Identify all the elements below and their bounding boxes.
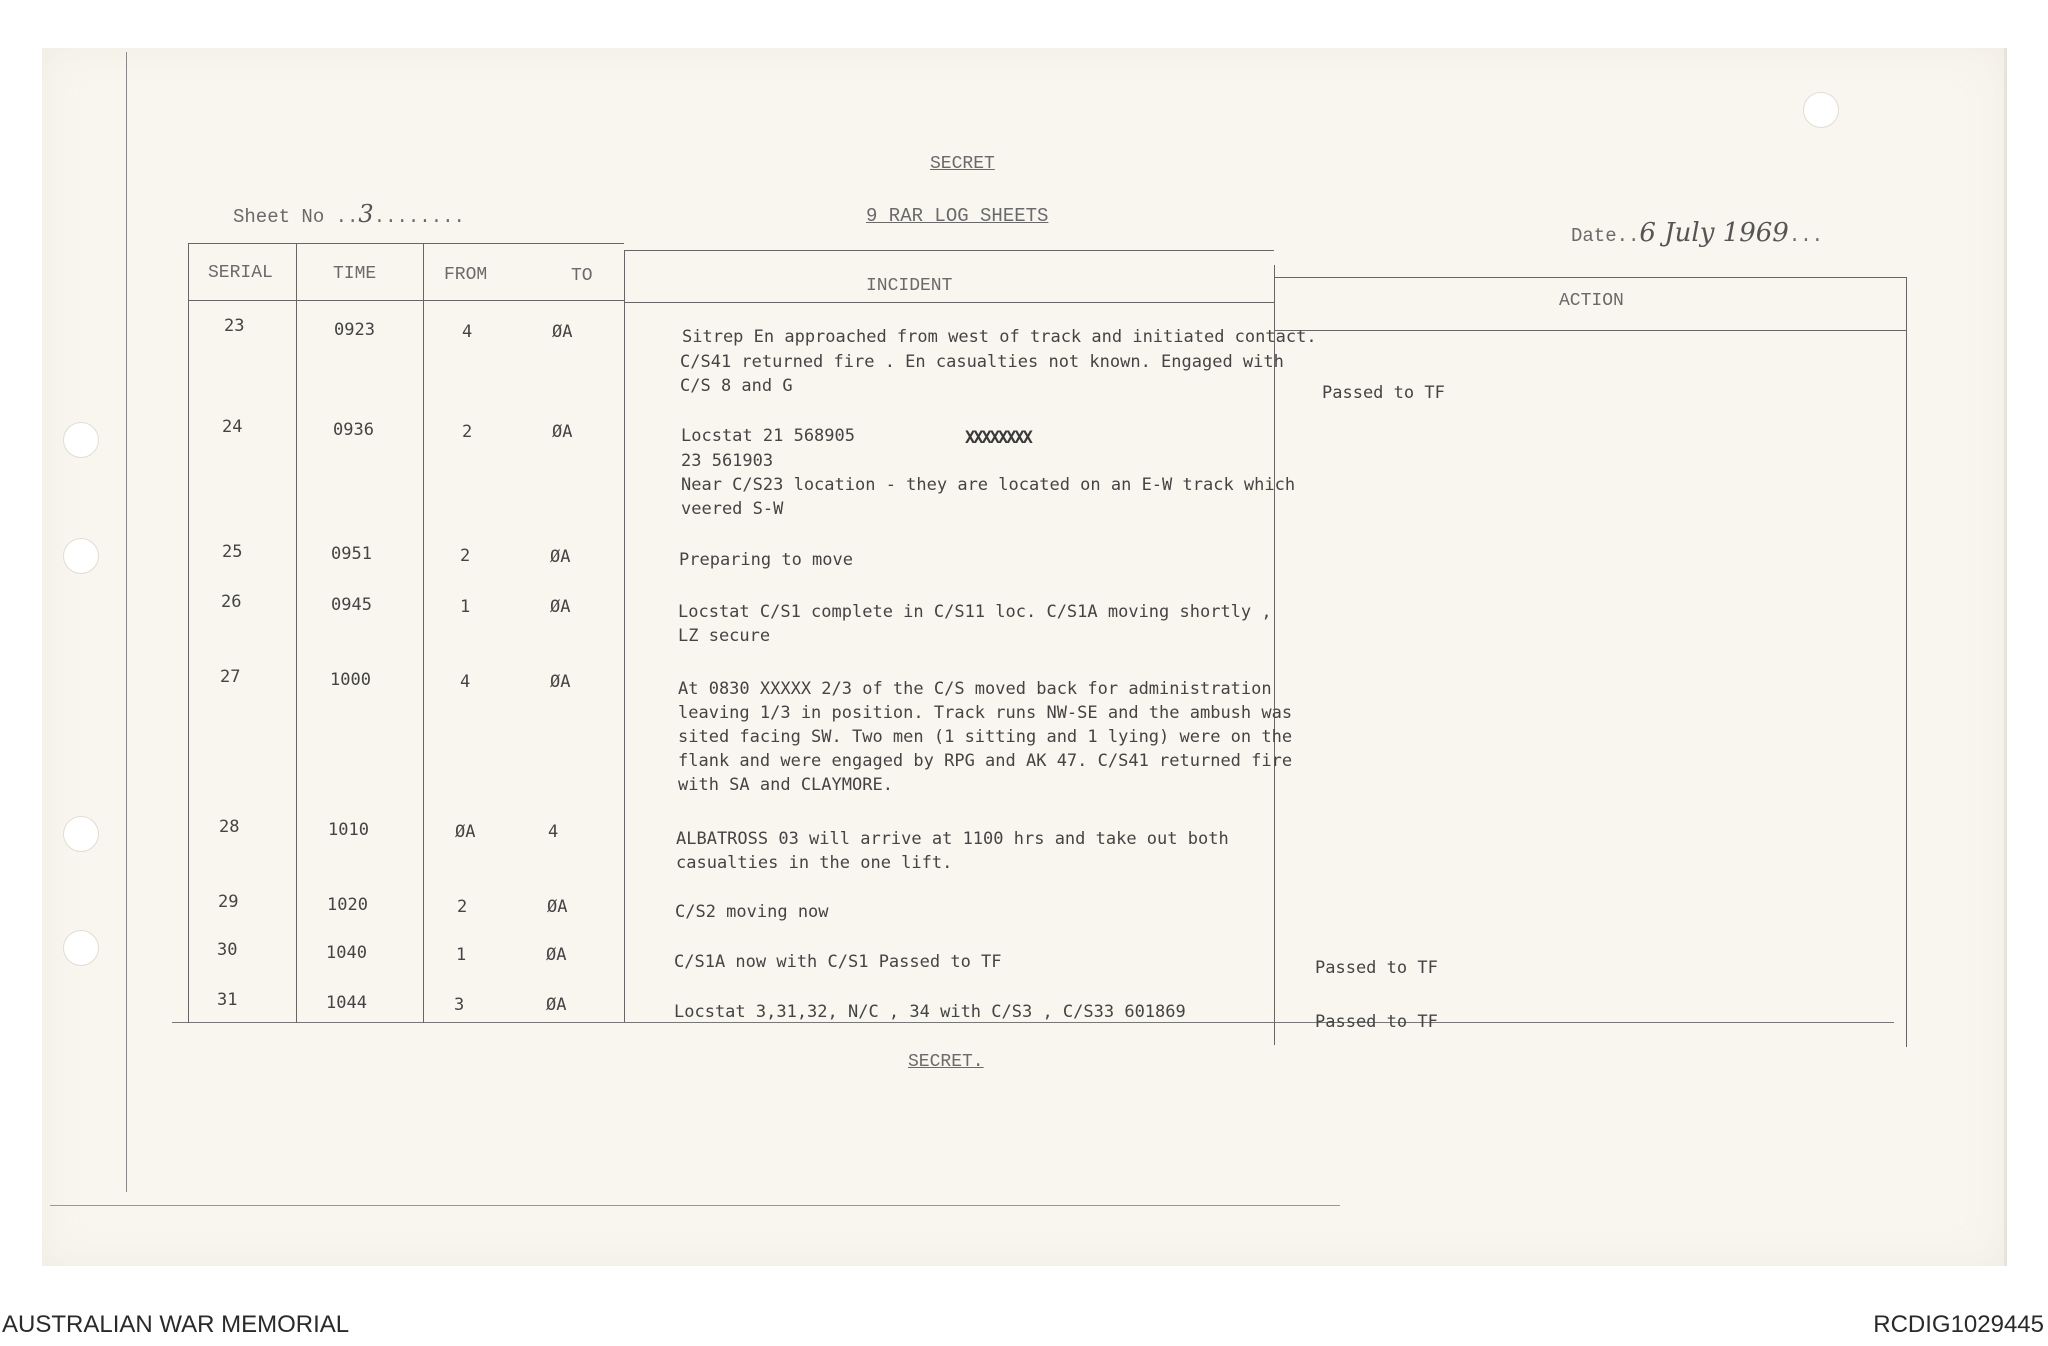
action-cell: Passed to TF [1315, 1012, 1438, 1032]
to-cell: 4 [548, 822, 559, 842]
incident-line: with SA and CLAYMORE. [678, 775, 893, 795]
from-cell: 1 [460, 597, 471, 617]
sheet-dots: ........ [373, 206, 465, 228]
incident-line: C/S41 returned fire . En casualties not known. Engaged with [680, 352, 1284, 372]
sheet-number: 3 [358, 200, 374, 228]
serial-cell: 29 [218, 892, 239, 912]
punch-hole [1803, 92, 1839, 128]
document-title: 9 RAR LOG SHEETS [866, 205, 1049, 227]
time-cell: 1044 [326, 993, 367, 1013]
punch-hole [63, 930, 99, 966]
date-dots: ... [1788, 225, 1824, 247]
col-header-action: ACTION [1559, 291, 1624, 311]
time-cell: 0951 [331, 544, 372, 564]
punch-hole [63, 816, 99, 852]
incident-line: Sitrep En approached from west of track and initiated contact. [682, 327, 1317, 347]
to-cell: ØA [550, 672, 571, 692]
incident-line: Preparing to move [679, 550, 853, 570]
to-cell: ØA [546, 945, 567, 965]
footer-source: AUSTRALIAN WAR MEMORIAL [2, 1311, 350, 1338]
from-cell: ØA [455, 822, 476, 842]
from-cell: 2 [457, 897, 468, 917]
incident-line: veered S-W [681, 499, 784, 519]
serial-cell: 23 [224, 316, 245, 336]
action-cell: Passed to TF [1322, 383, 1445, 403]
incident-line: 23 561903 [681, 451, 774, 471]
time-cell: 0936 [333, 420, 374, 440]
incident-line: Locstat 21 568905 [681, 426, 855, 446]
serial-cell: 26 [221, 592, 242, 612]
footer-record-id: RCDIG1029445 [1873, 1311, 2044, 1338]
from-cell: 4 [462, 322, 473, 342]
incident-line: Locstat C/S1 complete in C/S11 loc. C/S1A moving shortly , [678, 602, 1272, 622]
incident-line: ALBATROSS 03 will arrive at 1100 hrs and take out both [676, 829, 1229, 849]
to-cell: ØA [546, 995, 567, 1015]
action-cell: Passed to TF [1315, 958, 1438, 978]
incident-line: Locstat 3,31,32, N/C , 34 with C/S3 , C/S33 601869 [674, 1002, 1186, 1022]
serial-cell: 27 [220, 667, 241, 687]
incident-line: sited facing SW. Two men (1 sitting and 1 lying) were on the [678, 727, 1293, 747]
incident-line: LZ secure [678, 626, 771, 646]
to-cell: ØA [552, 322, 573, 342]
incident-line: C/S 8 and G [680, 376, 793, 396]
time-cell: 1010 [328, 820, 369, 840]
from-cell: 2 [462, 422, 473, 442]
classification-top: SECRET [930, 154, 995, 174]
time-cell: 0945 [331, 595, 372, 615]
incident-line: leaving 1/3 in position. Track runs NW-SE and the ambush was [678, 703, 1293, 723]
punch-hole [63, 422, 99, 458]
time-cell: 1040 [326, 943, 367, 963]
classification-bottom: SECRET. [908, 1052, 984, 1072]
from-cell: 3 [454, 995, 465, 1015]
col-header-serial: SERIAL [208, 263, 273, 283]
time-cell: 0923 [334, 320, 375, 340]
to-cell: ØA [550, 547, 571, 567]
col-header-from: FROM [444, 265, 488, 285]
serial-cell: 31 [217, 990, 238, 1010]
col-header-time: TIME [333, 264, 377, 284]
serial-cell: 24 [222, 417, 243, 437]
incident-line: casualties in the one lift. [676, 853, 953, 873]
col-header-to: TO [571, 266, 593, 286]
to-cell: ØA [550, 597, 571, 617]
incident-line: C/S2 moving now [675, 902, 829, 922]
struck-out-text: XXXXXXXX [965, 428, 1031, 448]
punch-hole [63, 538, 99, 574]
to-cell: ØA [547, 897, 568, 917]
date-label: Date.. [1571, 225, 1640, 247]
incident-line: At 0830 XXXXX 2/3 of the C/S moved back for administration [678, 679, 1272, 699]
time-cell: 1020 [327, 895, 368, 915]
incident-line: flank and were engaged by RPG and AK 47. C/S41 returned fire [678, 751, 1293, 771]
time-cell: 1000 [330, 670, 371, 690]
serial-cell: 25 [222, 542, 243, 562]
incident-line: C/S1A now with C/S1 Passed to TF [674, 952, 1002, 972]
date-value: 6 July 1969 [1639, 218, 1789, 248]
from-cell: 2 [460, 546, 471, 566]
incident-line: Near C/S23 location - they are located on an E-W track which [681, 475, 1296, 495]
from-cell: 1 [456, 945, 467, 965]
date-field [1571, 218, 1823, 248]
sheet-label: Sheet No .. [233, 206, 359, 228]
to-cell: ØA [552, 422, 573, 442]
serial-cell: 30 [217, 940, 238, 960]
col-header-incident: INCIDENT [866, 276, 953, 296]
from-cell: 4 [460, 672, 471, 692]
sheet-number-field [233, 200, 465, 228]
serial-cell: 28 [219, 817, 240, 837]
